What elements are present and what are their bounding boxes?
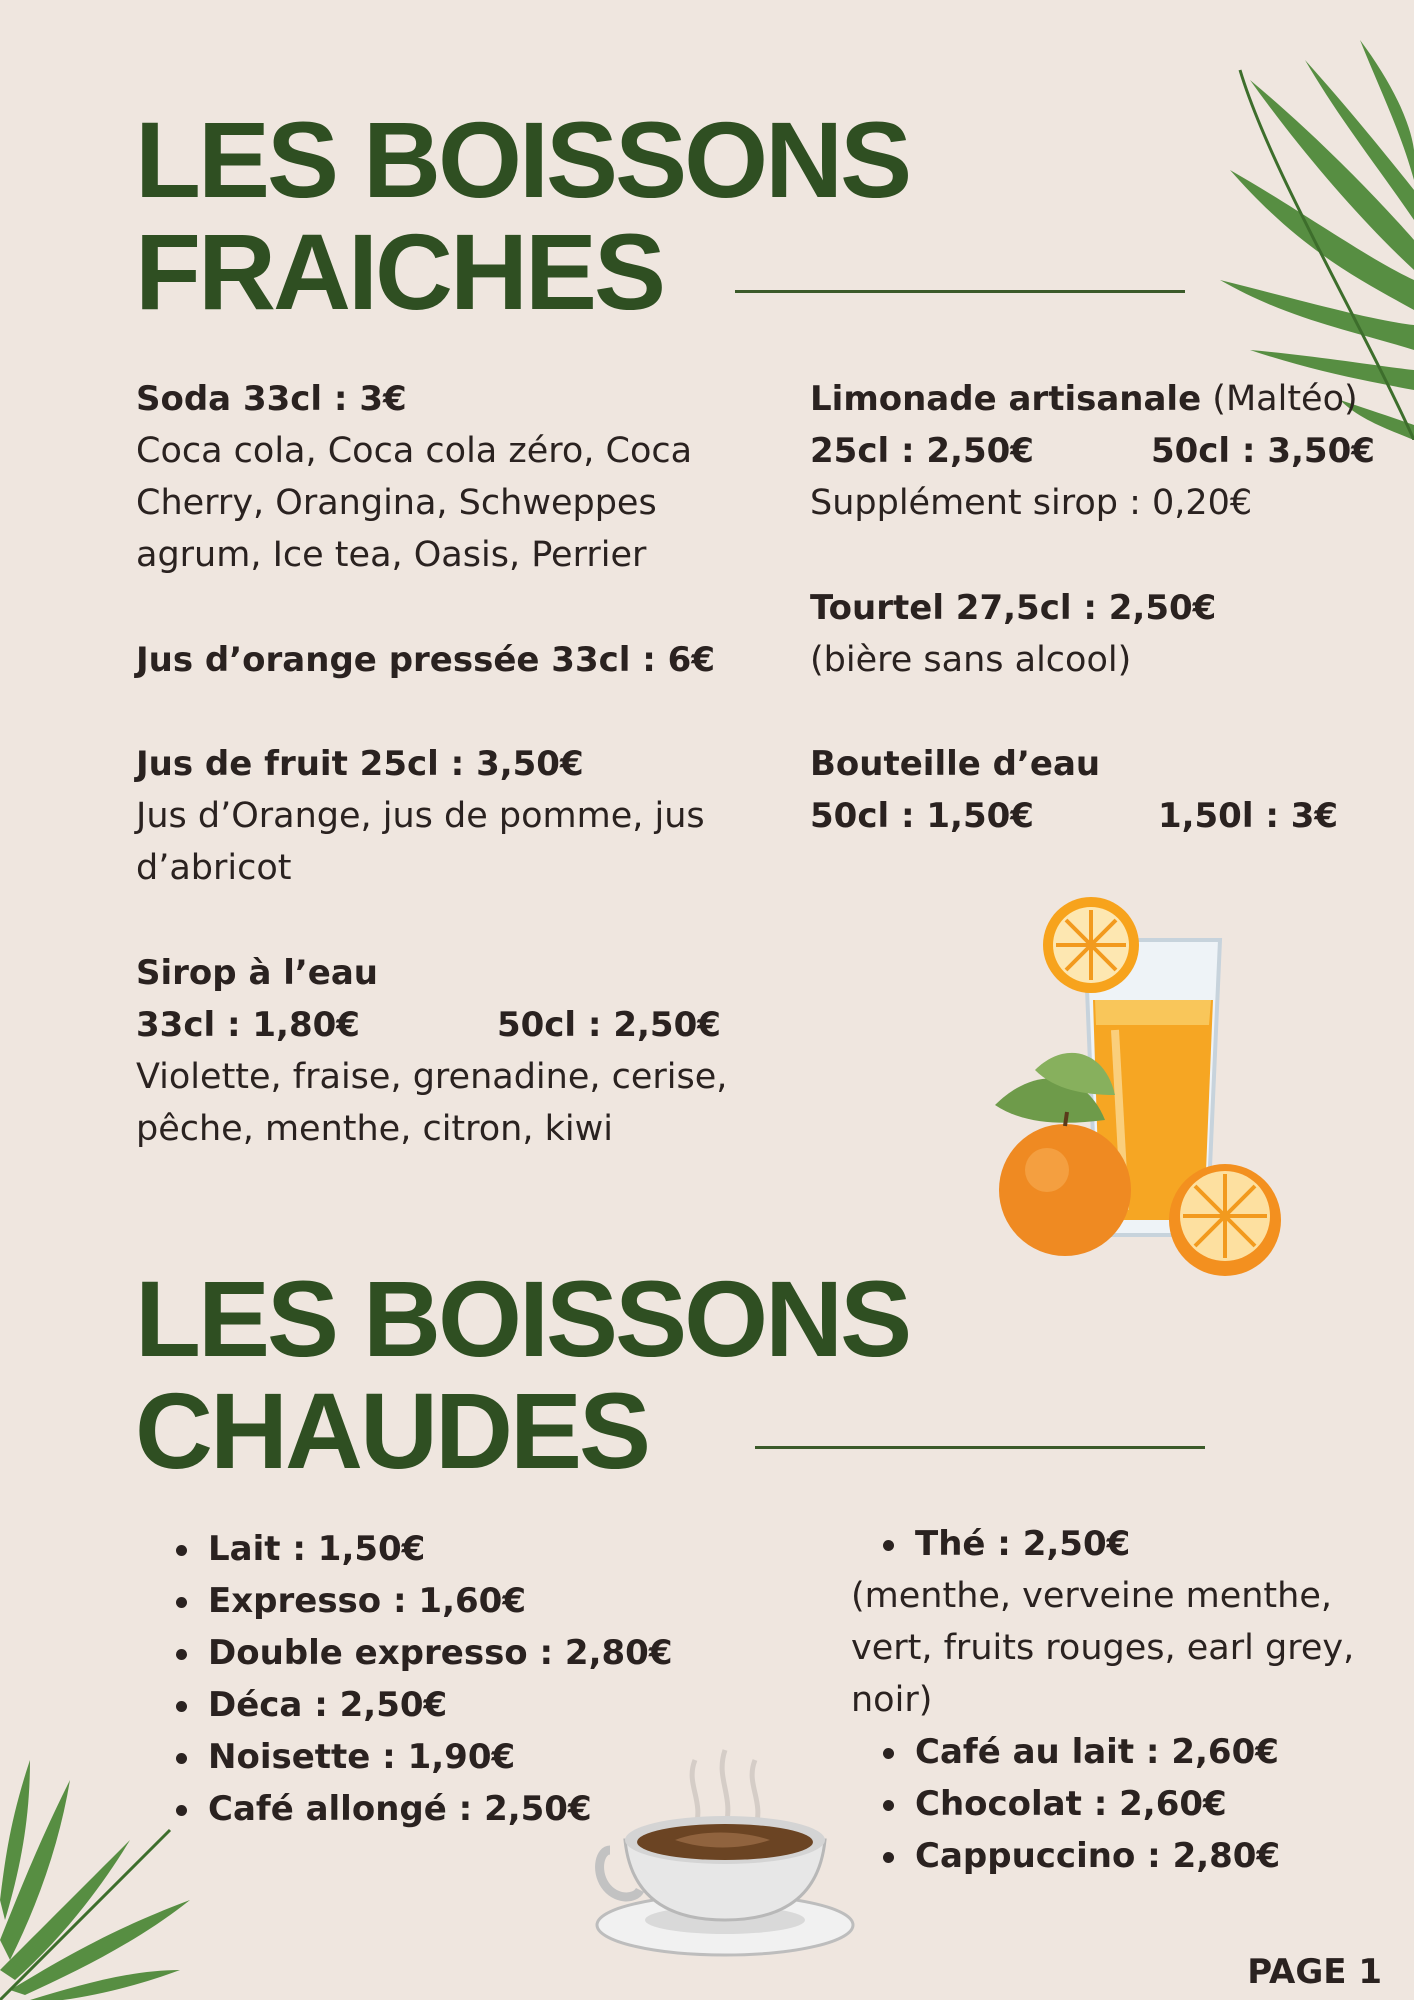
- fruit-juice-line: Jus d’Orange, jus de pomme, jus: [136, 796, 705, 836]
- tourtel-heading: Tourtel 27,5cl : 2,50€: [810, 588, 1217, 628]
- orange-juice-section: [136, 634, 715, 686]
- lemonade-heading: Limonade artisanale: [810, 379, 1202, 419]
- list-item: Cappuccino : 2,80€: [843, 1830, 1280, 1882]
- syrup-line: Violette, fraise, grenadine, cerise,: [136, 1057, 728, 1097]
- syrup-line: pêche, menthe, citron, kiwi: [136, 1109, 613, 1149]
- lemonade-price-25cl: 25cl : 2,50€: [810, 431, 1034, 471]
- tourtel-note: (bière sans alcool): [810, 640, 1132, 680]
- lemonade-supplement: Supplément sirop : 0,20€: [810, 483, 1253, 523]
- list-item: Chocolat : 2,60€: [843, 1778, 1280, 1830]
- orange-juice-glass-icon: [975, 890, 1290, 1280]
- soda-heading: Soda 33cl : 3€: [136, 379, 407, 419]
- tea-flavour-line: vert, fruits rouges, earl grey,: [851, 1628, 1355, 1668]
- syrup-price-33cl: 33cl : 1,80€: [136, 1005, 360, 1045]
- list-item: Thé : 2,50€: [843, 1518, 1130, 1570]
- soda-section: [136, 373, 692, 581]
- hot-drinks-title: [135, 1258, 910, 1491]
- fruit-juice-section: [136, 738, 705, 894]
- list-item: Expresso : 1,60€: [136, 1575, 672, 1627]
- syrup-price-50cl: 50cl : 2,50€: [496, 1005, 721, 1045]
- lemonade-price-50cl: 50cl : 3,50€: [1150, 431, 1375, 471]
- water-price-50cl: 50cl : 1,50€: [810, 796, 1034, 836]
- list-item: Lait : 1,50€: [136, 1523, 672, 1575]
- list-item: Double expresso : 2,80€: [136, 1627, 672, 1679]
- coffee-cup-icon: [590, 1740, 860, 1960]
- soda-line: Coca cola, Coca cola zéro, Coca: [136, 431, 693, 471]
- orange-juice-heading: Jus d’orange pressée 33cl : 6€: [136, 640, 715, 680]
- list-item: Déca : 2,50€: [136, 1679, 672, 1731]
- list-item: Café au lait : 2,60€: [843, 1726, 1280, 1778]
- syrup-section: [136, 947, 727, 1155]
- syrup-prices: [136, 999, 727, 1051]
- cold-title-line1: LES BOISSONS: [135, 99, 910, 220]
- soda-line: Cherry, Orangina, Schweppes: [136, 483, 657, 523]
- tea-flavours: [851, 1570, 1354, 1726]
- water-section: [810, 738, 1338, 842]
- cold-drinks-title: [135, 99, 910, 332]
- water-price-150cl: 1,50l : 3€: [1157, 796, 1339, 836]
- hot-title-line2: CHAUDES: [135, 1370, 649, 1491]
- tourtel-section: [810, 582, 1216, 686]
- fruit-juice-heading: Jus de fruit 25cl : 3,50€: [136, 744, 584, 784]
- lemonade-section: [810, 373, 1375, 529]
- tea-flavour-line: (menthe, verveine menthe,: [851, 1576, 1332, 1616]
- lemonade-prices: [810, 425, 1375, 477]
- fruit-juice-line: d’abricot: [136, 848, 292, 888]
- cold-title-rule: [735, 290, 1185, 293]
- water-prices: [810, 790, 1338, 842]
- page-number: PAGE 1: [1247, 1952, 1382, 1992]
- hot-drinks-tea: [843, 1518, 1130, 1570]
- lemonade-brand: (Maltéo): [1212, 379, 1358, 419]
- list-item: Café allongé : 2,50€: [136, 1783, 672, 1835]
- hot-title-line1: LES BOISSONS: [135, 1258, 910, 1379]
- list-item: Noisette : 1,90€: [136, 1731, 672, 1783]
- cold-title-line2: FRAICHES: [135, 211, 664, 332]
- hot-title-rule: [755, 1446, 1205, 1449]
- tea-flavour-line: noir): [851, 1680, 933, 1720]
- water-heading: Bouteille d’eau: [810, 744, 1101, 784]
- syrup-heading: Sirop à l’eau: [136, 953, 379, 993]
- hot-drinks-list-right: [843, 1726, 1280, 1882]
- soda-line: agrum, Ice tea, Oasis, Perrier: [136, 535, 647, 575]
